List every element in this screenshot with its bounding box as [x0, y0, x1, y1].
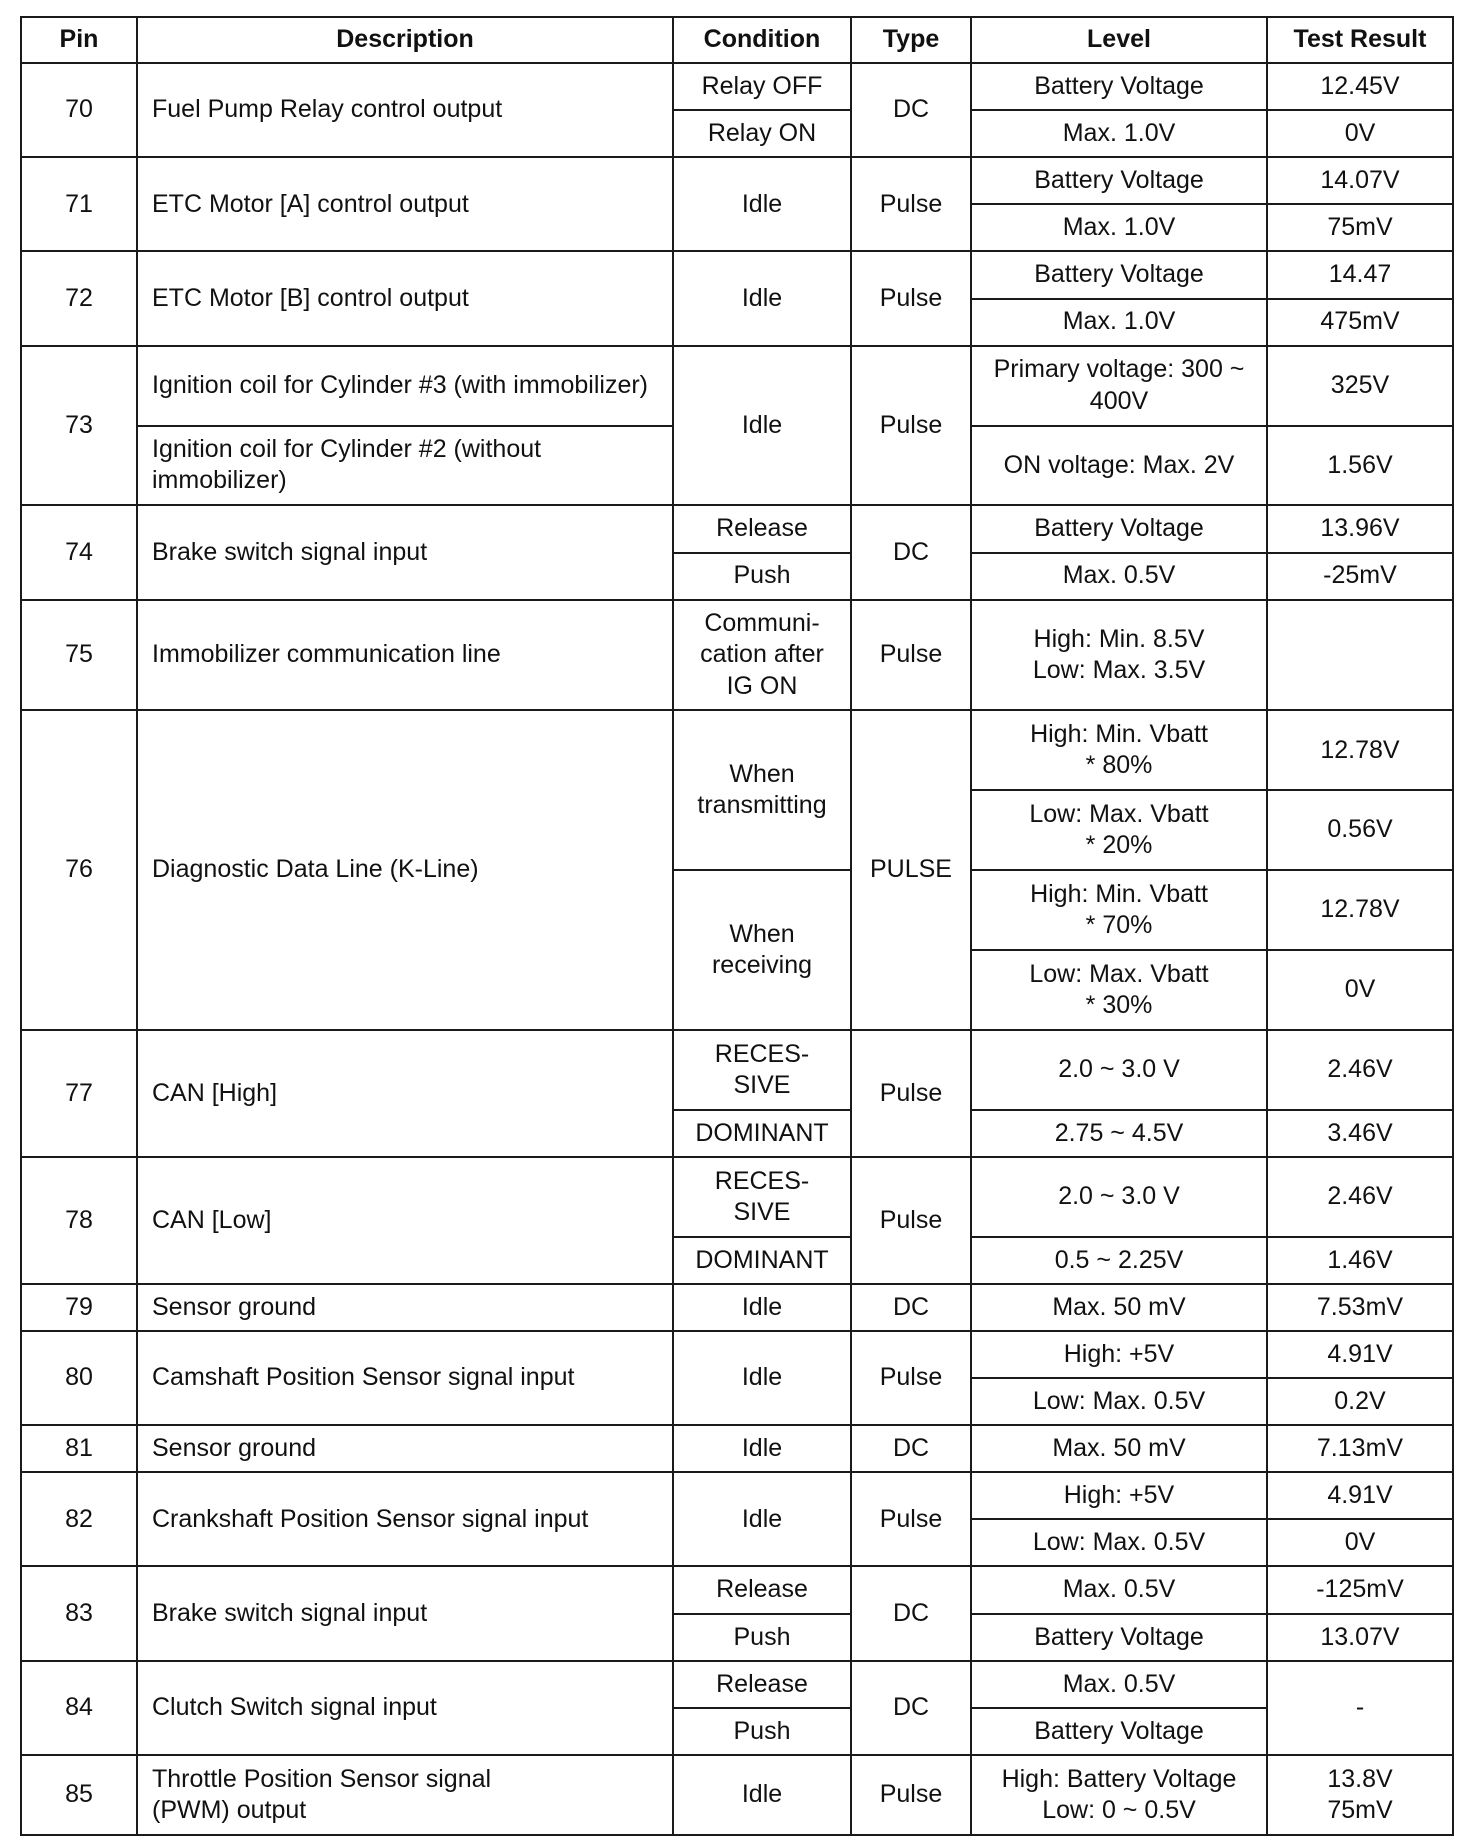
table-row — [21, 600, 1453, 711]
type-cell: Pulse — [851, 251, 971, 345]
description-cell: Ignition coil for Cylinder #2 (without immobilizer) — [137, 426, 673, 506]
level-cell: Max. 50 mV — [971, 1284, 1267, 1331]
description-cell: Ignition coil for Cylinder #3 (with immobilizer) — [137, 346, 673, 426]
pin-cell: 81 — [21, 1425, 137, 1472]
result-cell: 1.46V — [1267, 1237, 1453, 1284]
description-cell: CAN [High] — [137, 1030, 673, 1157]
table-row — [21, 1755, 1453, 1835]
result-cell: 14.07V — [1267, 157, 1453, 204]
condition-cell: DOMINANT — [673, 1237, 851, 1284]
result-cell: - — [1267, 1661, 1453, 1755]
condition-cell: Idle — [673, 157, 851, 251]
pin-cell: 73 — [21, 346, 137, 506]
level-cell: 0.5 ~ 2.25V — [971, 1237, 1267, 1284]
pin-test-table — [20, 16, 1454, 1836]
table-row — [21, 157, 1453, 204]
description-cell: Sensor ground — [137, 1284, 673, 1331]
description-cell: CAN [Low] — [137, 1157, 673, 1284]
result-cell: 14.47 — [1267, 251, 1453, 298]
table-row — [21, 346, 1453, 426]
result-cell: 4.91V — [1267, 1331, 1453, 1378]
type-cell: DC — [851, 1284, 971, 1331]
pin-cell: 82 — [21, 1472, 137, 1566]
result-cell: 4.91V — [1267, 1472, 1453, 1519]
description-cell: Diagnostic Data Line (K-Line) — [137, 710, 673, 1030]
description-cell: Brake switch signal input — [137, 505, 673, 599]
pin-cell: 84 — [21, 1661, 137, 1755]
pin-cell: 79 — [21, 1284, 137, 1331]
table-row — [21, 505, 1453, 552]
type-cell: Pulse — [851, 1472, 971, 1566]
level-cell: Battery Voltage — [971, 63, 1267, 110]
type-cell: Pulse — [851, 1331, 971, 1425]
level-cell: 2.75 ~ 4.5V — [971, 1110, 1267, 1157]
level-cell: 2.0 ~ 3.0 V — [971, 1157, 1267, 1237]
condition-cell: Push — [673, 1708, 851, 1755]
result-cell: 7.13mV — [1267, 1425, 1453, 1472]
table-row — [21, 710, 1453, 790]
table-row — [21, 1331, 1453, 1378]
table-row — [21, 1566, 1453, 1613]
condition-cell: Release — [673, 1566, 851, 1613]
header-description: Description — [137, 17, 673, 63]
result-cell: 13.8V 75mV — [1267, 1755, 1453, 1835]
level-cell: Battery Voltage — [971, 1708, 1267, 1755]
condition-cell: Idle — [673, 1284, 851, 1331]
table-row — [21, 251, 1453, 298]
condition-cell: When receiving — [673, 870, 851, 1030]
condition-cell: Idle — [673, 251, 851, 345]
result-cell: 1.56V — [1267, 426, 1453, 506]
level-cell: ON voltage: Max. 2V — [971, 426, 1267, 506]
level-cell: High: Battery Voltage Low: 0 ~ 0.5V — [971, 1755, 1267, 1835]
level-cell: High: +5V — [971, 1472, 1267, 1519]
type-cell: DC — [851, 63, 971, 157]
result-cell: 0V — [1267, 950, 1453, 1030]
level-cell: 2.0 ~ 3.0 V — [971, 1030, 1267, 1110]
condition-cell: RECES- SIVE — [673, 1030, 851, 1110]
result-cell: 475mV — [1267, 299, 1453, 346]
level-cell: Primary voltage: 300 ~ 400V — [971, 346, 1267, 426]
level-cell: Low: Max. 0.5V — [971, 1519, 1267, 1566]
condition-cell: Idle — [673, 1755, 851, 1835]
pin-cell: 70 — [21, 63, 137, 157]
level-cell: Battery Voltage — [971, 1614, 1267, 1661]
type-cell: Pulse — [851, 1030, 971, 1157]
condition-cell: Release — [673, 1661, 851, 1708]
condition-cell: Idle — [673, 346, 851, 506]
result-cell: 0.2V — [1267, 1378, 1453, 1425]
result-cell — [1267, 600, 1453, 711]
header-level: Level — [971, 17, 1267, 63]
type-cell: DC — [851, 1425, 971, 1472]
condition-cell: Push — [673, 1614, 851, 1661]
condition-cell: Communi- cation after IG ON — [673, 600, 851, 711]
condition-cell: Idle — [673, 1425, 851, 1472]
type-cell: Pulse — [851, 600, 971, 711]
level-cell: Battery Voltage — [971, 251, 1267, 298]
description-cell: Immobilizer communication line — [137, 600, 673, 711]
type-cell: Pulse — [851, 157, 971, 251]
description-cell: Fuel Pump Relay control output — [137, 63, 673, 157]
type-cell: Pulse — [851, 1157, 971, 1284]
header-condition: Condition — [673, 17, 851, 63]
result-cell: 12.78V — [1267, 710, 1453, 790]
condition-cell: Relay OFF — [673, 63, 851, 110]
level-cell: High: Min. Vbatt * 70% — [971, 870, 1267, 950]
table-row — [21, 1284, 1453, 1331]
description-cell: Clutch Switch signal input — [137, 1661, 673, 1755]
description-cell: Throttle Position Sensor signal (PWM) output — [137, 1755, 673, 1835]
pin-cell: 75 — [21, 600, 137, 711]
result-cell: -125mV — [1267, 1566, 1453, 1613]
table-row — [21, 1030, 1453, 1110]
level-cell: Low: Max. Vbatt * 30% — [971, 950, 1267, 1030]
result-cell: 2.46V — [1267, 1030, 1453, 1110]
header-type: Type — [851, 17, 971, 63]
header-row — [21, 17, 1453, 63]
description-cell: ETC Motor [A] control output — [137, 157, 673, 251]
level-cell: Max. 0.5V — [971, 1566, 1267, 1613]
level-cell: Max. 1.0V — [971, 299, 1267, 346]
result-cell: 13.07V — [1267, 1614, 1453, 1661]
pin-cell: 83 — [21, 1566, 137, 1660]
description-cell: Brake switch signal input — [137, 1566, 673, 1660]
type-cell: Pulse — [851, 1755, 971, 1835]
level-cell: Max. 1.0V — [971, 204, 1267, 251]
result-cell: 325V — [1267, 346, 1453, 426]
level-cell: Max. 50 mV — [971, 1425, 1267, 1472]
result-cell: 12.78V — [1267, 870, 1453, 950]
result-cell: 0V — [1267, 1519, 1453, 1566]
pin-cell: 71 — [21, 157, 137, 251]
description-cell: Camshaft Position Sensor signal input — [137, 1331, 673, 1425]
level-cell: Max. 1.0V — [971, 110, 1267, 157]
result-cell: 3.46V — [1267, 1110, 1453, 1157]
level-cell: High: Min. Vbatt * 80% — [971, 710, 1267, 790]
level-cell: Low: Max. Vbatt * 20% — [971, 790, 1267, 870]
condition-cell: Push — [673, 553, 851, 600]
condition-cell: RECES- SIVE — [673, 1157, 851, 1237]
table-row — [21, 1157, 1453, 1237]
condition-cell: Idle — [673, 1331, 851, 1425]
pin-cell: 76 — [21, 710, 137, 1030]
result-cell: 12.45V — [1267, 63, 1453, 110]
level-cell: Battery Voltage — [971, 505, 1267, 552]
result-cell: 2.46V — [1267, 1157, 1453, 1237]
table-row — [21, 1425, 1453, 1472]
result-cell: 0.56V — [1267, 790, 1453, 870]
result-cell: 7.53mV — [1267, 1284, 1453, 1331]
table-row — [21, 1661, 1453, 1708]
pin-cell: 78 — [21, 1157, 137, 1284]
level-cell: High: +5V — [971, 1331, 1267, 1378]
level-cell: High: Min. 8.5V Low: Max. 3.5V — [971, 600, 1267, 711]
type-cell: DC — [851, 1566, 971, 1660]
pin-cell: 72 — [21, 251, 137, 345]
type-cell: DC — [851, 1661, 971, 1755]
pin-cell: 74 — [21, 505, 137, 599]
description-cell: Crankshaft Position Sensor signal input — [137, 1472, 673, 1566]
result-cell: 0V — [1267, 110, 1453, 157]
table-row — [21, 63, 1453, 110]
level-cell: Battery Voltage — [971, 157, 1267, 204]
level-cell: Max. 0.5V — [971, 1661, 1267, 1708]
level-cell: Max. 0.5V — [971, 553, 1267, 600]
level-cell: Low: Max. 0.5V — [971, 1378, 1267, 1425]
result-cell: 75mV — [1267, 204, 1453, 251]
condition-cell: Relay ON — [673, 110, 851, 157]
result-cell: -25mV — [1267, 553, 1453, 600]
header-test-result: Test Result — [1267, 17, 1453, 63]
description-cell: Sensor ground — [137, 1425, 673, 1472]
condition-cell: When transmitting — [673, 710, 851, 870]
description-cell: ETC Motor [B] control output — [137, 251, 673, 345]
type-cell: DC — [851, 505, 971, 599]
pin-cell: 77 — [21, 1030, 137, 1157]
type-cell: PULSE — [851, 710, 971, 1030]
condition-cell: DOMINANT — [673, 1110, 851, 1157]
result-cell: 13.96V — [1267, 505, 1453, 552]
type-cell: Pulse — [851, 346, 971, 506]
condition-cell: Idle — [673, 1472, 851, 1566]
pin-cell: 85 — [21, 1755, 137, 1835]
condition-cell: Release — [673, 505, 851, 552]
header-pin: Pin — [21, 17, 137, 63]
table-row — [21, 1472, 1453, 1519]
pin-cell: 80 — [21, 1331, 137, 1425]
